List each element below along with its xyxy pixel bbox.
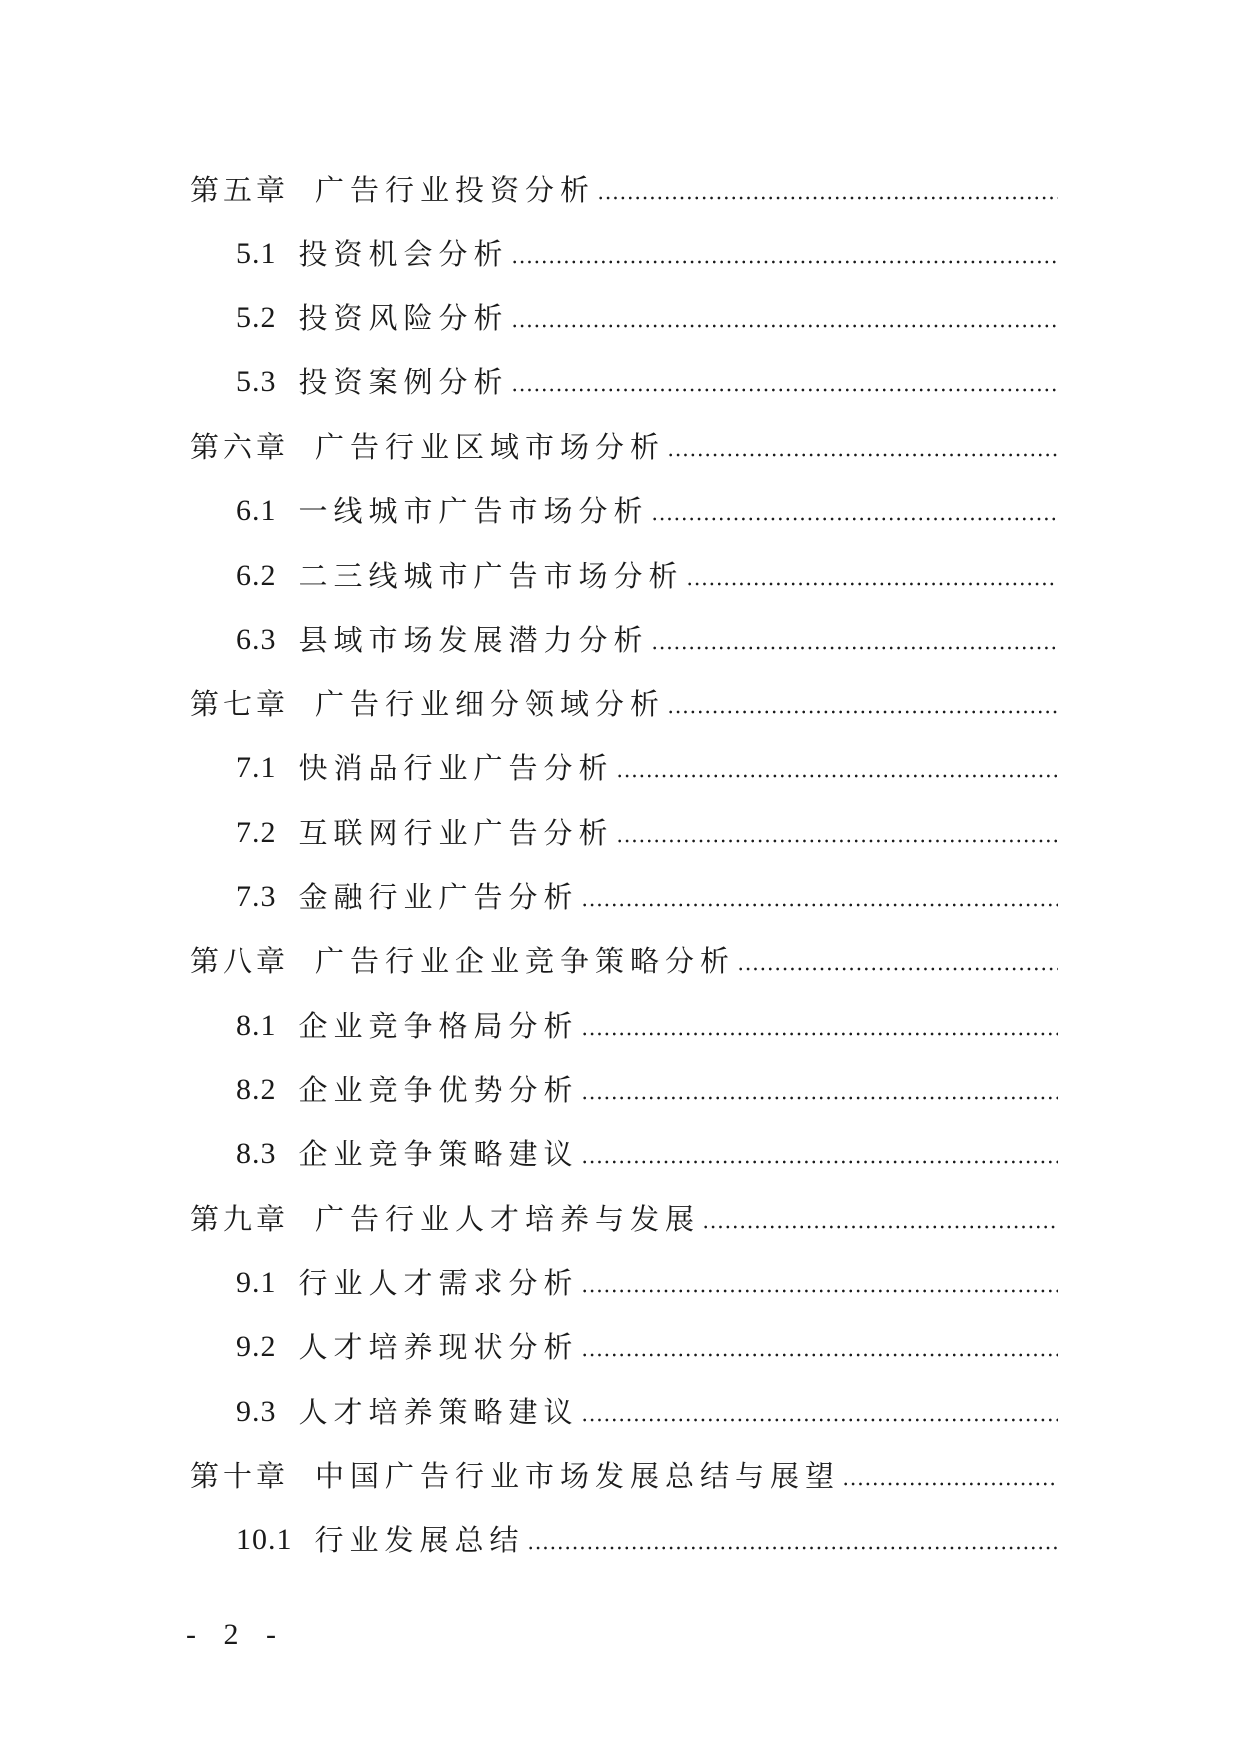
toc-dot-leader: [597, 196, 1058, 200]
toc-number: 10.1: [236, 1523, 293, 1556]
toc-number: 7.2: [236, 816, 277, 849]
toc-title: 快消品行业广告分析: [298, 751, 614, 785]
toc-dot-leader: [616, 839, 1058, 843]
toc-title: 企业竞争策略建议: [298, 1137, 579, 1171]
toc-chapter-6[interactable]: [190, 417, 1058, 467]
toc-section-9-1[interactable]: [236, 1253, 1058, 1303]
toc-chapter-9[interactable]: [190, 1189, 1058, 1239]
toc-number: 8.1: [236, 1009, 277, 1042]
toc-number: 5.3: [236, 365, 277, 398]
toc-title: 投资风险分析: [298, 301, 509, 335]
toc-title: 互联网行业广告分析: [298, 816, 614, 850]
toc-number: 第五章: [190, 173, 290, 207]
toc-dot-leader: [581, 903, 1058, 907]
toc-number: 第八章: [190, 944, 290, 978]
toc-number: 第七章: [190, 687, 290, 721]
toc-number: 6.3: [236, 623, 277, 656]
toc-section-7-3[interactable]: [236, 867, 1058, 917]
toc-dot-leader: [581, 1418, 1058, 1422]
toc-dot-leader: [511, 388, 1058, 392]
toc-number: 9.2: [236, 1330, 277, 1363]
toc-title: 中国广告行业市场发展总结与展望: [315, 1459, 841, 1493]
toc-dot-leader: [527, 1546, 1058, 1550]
toc-dot-leader: [581, 1160, 1058, 1164]
toc-chapter-5[interactable]: [190, 160, 1058, 210]
toc-title: 县域市场发展潜力分析: [298, 623, 649, 657]
toc-title: 企业竞争优势分析: [298, 1073, 579, 1107]
toc-section-8-3[interactable]: [236, 1124, 1058, 1174]
toc-chapter-8[interactable]: [190, 931, 1058, 981]
page-number: - 2 -: [186, 1618, 286, 1651]
toc-dot-leader: [842, 1482, 1058, 1486]
toc-title: 金融行业广告分析: [298, 880, 579, 914]
toc-dot-leader: [651, 646, 1058, 650]
toc-title: 广告行业投资分析: [315, 173, 596, 207]
toc-chapter-7[interactable]: [190, 674, 1058, 724]
toc-dot-leader: [651, 517, 1058, 521]
toc-section-7-2[interactable]: [236, 803, 1058, 853]
toc-section-7-1[interactable]: [236, 738, 1058, 788]
toc-title: 二三线城市广告市场分析: [298, 559, 684, 593]
toc-dot-leader: [511, 324, 1058, 328]
toc-section-5-2[interactable]: [236, 288, 1058, 338]
toc-section-9-3[interactable]: [236, 1382, 1058, 1432]
toc-dot-leader: [667, 710, 1058, 714]
toc-dot-leader: [581, 1289, 1058, 1293]
toc-section-8-1[interactable]: [236, 996, 1058, 1046]
toc-chapter-10[interactable]: [190, 1446, 1058, 1496]
toc-number: 9.3: [236, 1395, 277, 1428]
toc-title: 企业竞争格局分析: [298, 1009, 579, 1043]
toc-number: 5.2: [236, 301, 277, 334]
toc-section-6-1[interactable]: [236, 481, 1058, 531]
toc-section-9-2[interactable]: [236, 1317, 1058, 1367]
toc-number: 6.1: [236, 494, 277, 527]
toc-title: 广告行业细分领域分析: [315, 687, 666, 721]
toc-title: 人才培养策略建议: [298, 1395, 579, 1429]
toc-dot-leader: [667, 453, 1058, 457]
toc-section-5-3[interactable]: [236, 352, 1058, 402]
toc-title: 行业人才需求分析: [298, 1266, 579, 1300]
toc-title: 投资机会分析: [298, 237, 509, 271]
toc-number: 8.2: [236, 1073, 277, 1106]
toc-title: 投资案例分析: [298, 365, 509, 399]
toc-number: 5.1: [236, 237, 277, 270]
toc-number: 第十章: [190, 1459, 290, 1493]
toc-dot-leader: [616, 774, 1058, 778]
toc-section-6-3[interactable]: [236, 610, 1058, 660]
toc-section-5-1[interactable]: [236, 224, 1058, 274]
toc-number: 6.2: [236, 559, 277, 592]
toc-title: 人才培养现状分析: [298, 1330, 579, 1364]
toc-title: 广告行业区域市场分析: [315, 430, 666, 464]
toc-title: 广告行业企业竞争策略分析: [315, 944, 736, 978]
toc-dot-leader: [737, 967, 1058, 971]
toc-dot-leader: [511, 260, 1058, 264]
toc-number: 7.3: [236, 880, 277, 913]
toc-section-10-1[interactable]: [236, 1510, 1058, 1560]
toc-number: 8.3: [236, 1137, 277, 1170]
toc-dot-leader: [581, 1032, 1058, 1036]
toc-number: 第六章: [190, 430, 290, 464]
toc-dot-leader: [686, 582, 1058, 586]
toc-title: 广告行业人才培养与发展: [315, 1202, 701, 1236]
toc-dot-leader: [702, 1225, 1058, 1229]
toc-title: 一线城市广告市场分析: [298, 494, 649, 528]
toc-section-8-2[interactable]: [236, 1060, 1058, 1110]
toc-number: 第九章: [190, 1202, 290, 1236]
toc-dot-leader: [581, 1096, 1058, 1100]
toc-section-6-2[interactable]: [236, 546, 1058, 596]
toc-number: 9.1: [236, 1266, 277, 1299]
toc-title: 行业发展总结: [314, 1523, 525, 1557]
toc-number: 7.1: [236, 751, 277, 784]
toc-dot-leader: [581, 1353, 1058, 1357]
